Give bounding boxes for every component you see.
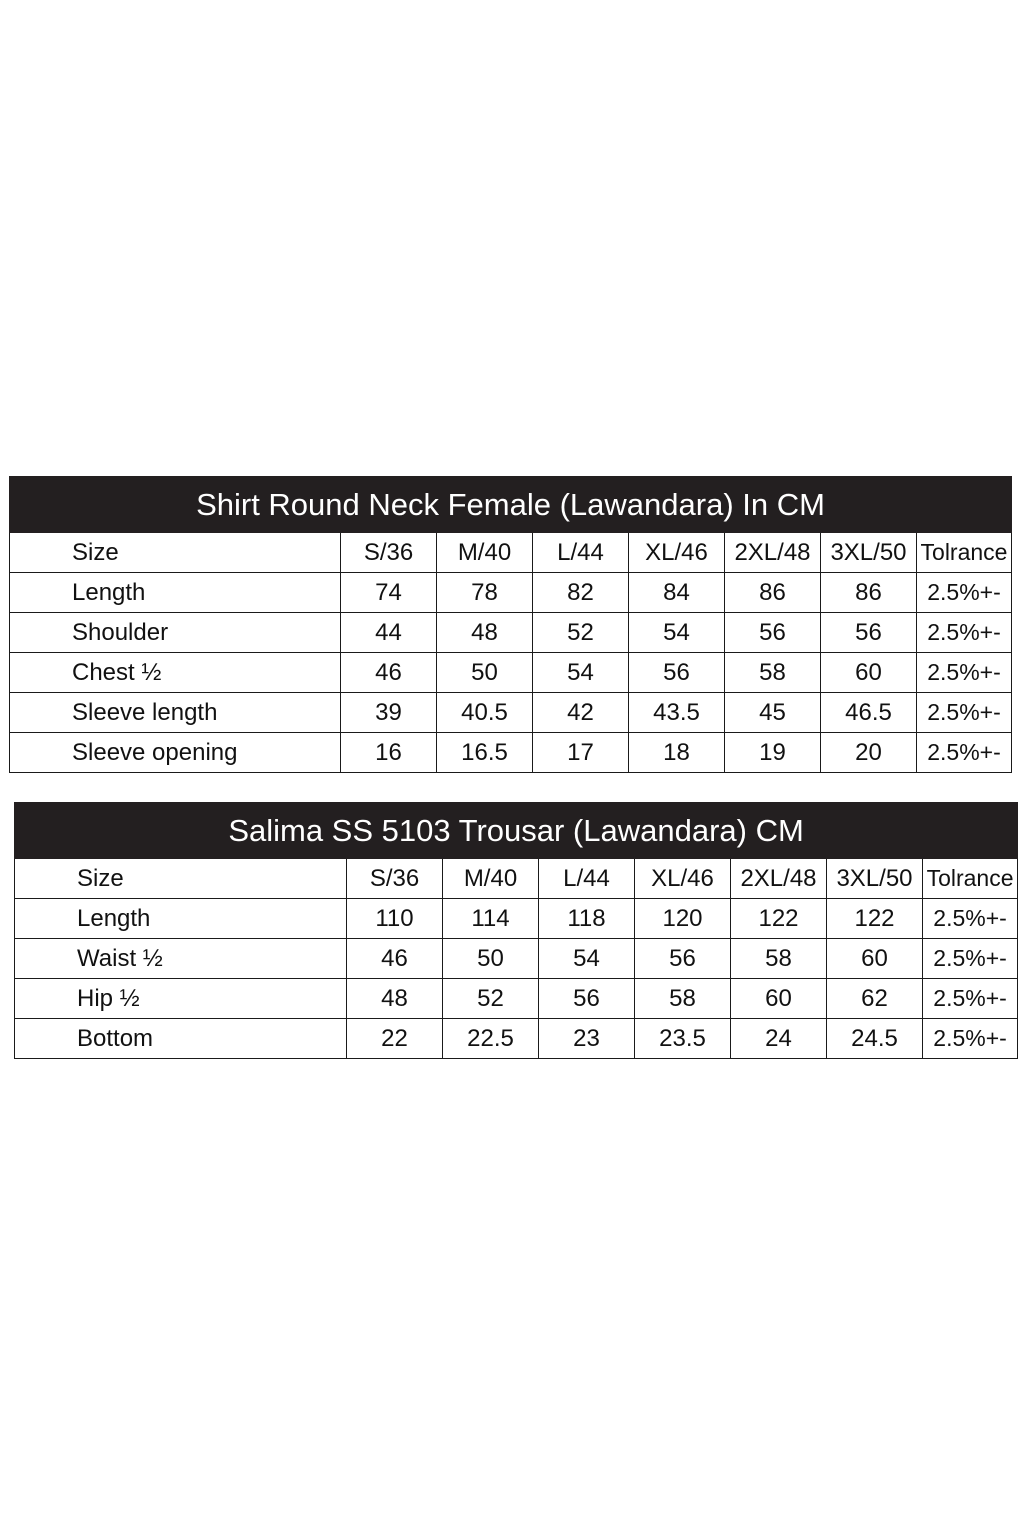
cell-value: 114 — [443, 899, 539, 939]
cell-value: 40.5 — [437, 693, 533, 733]
cell-value: 62 — [827, 979, 923, 1019]
cell-value: 56 — [635, 939, 731, 979]
shirt-size-l: L/44 — [533, 533, 629, 573]
cell-value: 74 — [341, 573, 437, 613]
cell-value: 78 — [437, 573, 533, 613]
cell-value: 22.5 — [443, 1019, 539, 1059]
shirt-table-title: Shirt Round Neck Female (Lawandara) In CM — [10, 477, 1012, 533]
cell-value: 45 — [725, 693, 821, 733]
cell-value: 122 — [731, 899, 827, 939]
cell-value: 42 — [533, 693, 629, 733]
cell-value: 56 — [725, 613, 821, 653]
cell-value: 52 — [533, 613, 629, 653]
table-row — [10, 613, 1012, 653]
shirt-header-row — [10, 533, 1012, 573]
row-label: Length — [15, 899, 347, 939]
table-row — [10, 653, 1012, 693]
cell-tolerance: 2.5%+- — [923, 939, 1018, 979]
table-row — [15, 939, 1018, 979]
cell-value: 118 — [539, 899, 635, 939]
cell-value: 60 — [827, 939, 923, 979]
trouser-tolerance-header: Tolrance — [923, 859, 1018, 899]
cell-tolerance: 2.5%+- — [923, 979, 1018, 1019]
trouser-size-xl: XL/46 — [635, 859, 731, 899]
row-label: Chest ½ — [10, 653, 341, 693]
cell-value: 56 — [821, 613, 917, 653]
cell-value: 46.5 — [821, 693, 917, 733]
cell-value: 54 — [629, 613, 725, 653]
cell-value: 52 — [443, 979, 539, 1019]
cell-value: 20 — [821, 733, 917, 773]
cell-tolerance: 2.5%+- — [917, 693, 1012, 733]
row-label: Bottom — [15, 1019, 347, 1059]
cell-value: 23 — [539, 1019, 635, 1059]
cell-value: 84 — [629, 573, 725, 613]
trouser-size-2xl: 2XL/48 — [731, 859, 827, 899]
cell-value: 46 — [341, 653, 437, 693]
row-label: Sleeve length — [10, 693, 341, 733]
cell-tolerance: 2.5%+- — [917, 733, 1012, 773]
row-label: Length — [10, 573, 341, 613]
cell-tolerance: 2.5%+- — [917, 573, 1012, 613]
cell-value: 58 — [725, 653, 821, 693]
row-label: Sleeve opening — [10, 733, 341, 773]
trouser-size-l: L/44 — [539, 859, 635, 899]
trouser-size-m: M/40 — [443, 859, 539, 899]
cell-value: 60 — [821, 653, 917, 693]
shirt-size-m: M/40 — [437, 533, 533, 573]
trouser-size-label: Size — [15, 859, 347, 899]
cell-tolerance: 2.5%+- — [923, 899, 1018, 939]
cell-value: 24 — [731, 1019, 827, 1059]
cell-value: 24.5 — [827, 1019, 923, 1059]
shirt-size-chart — [9, 476, 1012, 773]
cell-value: 110 — [347, 899, 443, 939]
table-row — [15, 979, 1018, 1019]
table-row — [10, 693, 1012, 733]
cell-value: 82 — [533, 573, 629, 613]
shirt-size-3xl: 3XL/50 — [821, 533, 917, 573]
cell-tolerance: 2.5%+- — [917, 653, 1012, 693]
table-row — [15, 1019, 1018, 1059]
trouser-table-title: Salima SS 5103 Trousar (Lawandara) CM — [15, 803, 1018, 859]
cell-value: 122 — [827, 899, 923, 939]
cell-value: 86 — [821, 573, 917, 613]
cell-value: 60 — [731, 979, 827, 1019]
trouser-header-row — [15, 859, 1018, 899]
cell-value: 18 — [629, 733, 725, 773]
row-label: Hip ½ — [15, 979, 347, 1019]
shirt-size-2xl: 2XL/48 — [725, 533, 821, 573]
cell-value: 19 — [725, 733, 821, 773]
row-label: Shoulder — [10, 613, 341, 653]
cell-value: 16.5 — [437, 733, 533, 773]
shirt-size-s: S/36 — [341, 533, 437, 573]
table-row — [10, 573, 1012, 613]
cell-value: 50 — [437, 653, 533, 693]
cell-value: 48 — [437, 613, 533, 653]
trouser-size-3xl: 3XL/50 — [827, 859, 923, 899]
cell-value: 23.5 — [635, 1019, 731, 1059]
shirt-tolerance-header: Tolrance — [917, 533, 1012, 573]
cell-value: 16 — [341, 733, 437, 773]
cell-value: 39 — [341, 693, 437, 733]
cell-value: 86 — [725, 573, 821, 613]
trouser-size-s: S/36 — [347, 859, 443, 899]
cell-value: 120 — [635, 899, 731, 939]
cell-value: 22 — [347, 1019, 443, 1059]
cell-value: 43.5 — [629, 693, 725, 733]
cell-value: 50 — [443, 939, 539, 979]
cell-value: 54 — [533, 653, 629, 693]
cell-value: 17 — [533, 733, 629, 773]
shirt-size-label: Size — [10, 533, 341, 573]
cell-value: 58 — [635, 979, 731, 1019]
cell-value: 46 — [347, 939, 443, 979]
cell-value: 56 — [539, 979, 635, 1019]
cell-value: 56 — [629, 653, 725, 693]
cell-value: 48 — [347, 979, 443, 1019]
cell-value: 44 — [341, 613, 437, 653]
row-label: Waist ½ — [15, 939, 347, 979]
cell-tolerance: 2.5%+- — [917, 613, 1012, 653]
shirt-size-xl: XL/46 — [629, 533, 725, 573]
cell-value: 54 — [539, 939, 635, 979]
table-row — [10, 733, 1012, 773]
table-row — [15, 899, 1018, 939]
cell-value: 58 — [731, 939, 827, 979]
trouser-size-chart — [14, 802, 1018, 1059]
cell-tolerance: 2.5%+- — [923, 1019, 1018, 1059]
